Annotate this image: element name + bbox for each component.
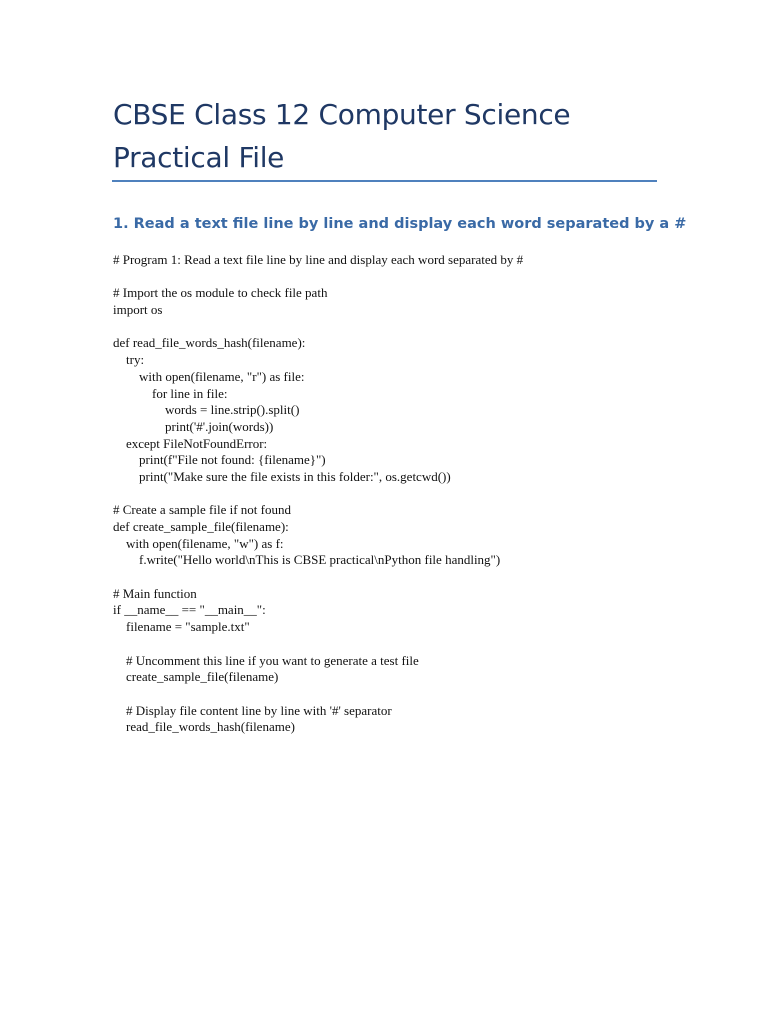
code-line: def create_sample_file(filename): <box>113 519 289 534</box>
code-line <box>113 486 673 503</box>
code-line: # Main function <box>113 585 197 601</box>
code-line: import os <box>113 302 163 318</box>
code-line: with open(filename, "w") as f: <box>113 535 284 551</box>
code-line: print('#'.join(words)) <box>113 418 274 434</box>
code-line: f.write("Hello world\nThis is CBSE practical\nPython file handling") <box>113 552 501 568</box>
code-line: try: <box>113 352 145 368</box>
code-line: create_sample_file(filename) <box>113 669 279 685</box>
code-line: # Create a sample file if not found <box>113 502 291 518</box>
code-line <box>113 569 673 586</box>
code-line: if __name__ == "__main__": <box>113 602 266 618</box>
code-line: print(f"File not found: {filename}") <box>113 452 326 468</box>
code-line: except FileNotFoundError: <box>113 435 268 451</box>
code-line: # Display file content line by line with '#' separator <box>113 702 392 718</box>
code-line: # Program 1: Read a text file line by line and display each word separated by # <box>113 252 524 267</box>
code-line: # Import the os module to check file path <box>113 285 328 301</box>
page-title-line-1: CBSE Class 12 Computer Science <box>113 98 571 131</box>
code-line: def read_file_words_hash(filename): <box>113 335 306 351</box>
code-line: read_file_words_hash(filename) <box>113 719 295 735</box>
code-block <box>113 252 673 736</box>
title-divider <box>112 180 657 182</box>
section-heading: 1. Read a text file line by line and display each word separated by a # <box>113 216 687 232</box>
code-line: with open(filename, "r") as file: <box>113 368 305 384</box>
code-line: filename = "sample.txt" <box>113 619 250 635</box>
page-title <box>113 93 673 179</box>
code-line: # Uncomment this line if you want to generate a test file <box>113 652 419 668</box>
code-line <box>113 636 673 653</box>
code-line <box>113 686 673 703</box>
code-line <box>113 319 673 336</box>
code-line: print("Make sure the file exists in this folder:", os.getcwd()) <box>113 468 451 484</box>
code-line <box>113 269 673 286</box>
code-line: words = line.strip().split() <box>113 402 300 418</box>
code-line: for line in file: <box>113 385 228 401</box>
page-title-line-2: Practical File <box>113 141 285 174</box>
